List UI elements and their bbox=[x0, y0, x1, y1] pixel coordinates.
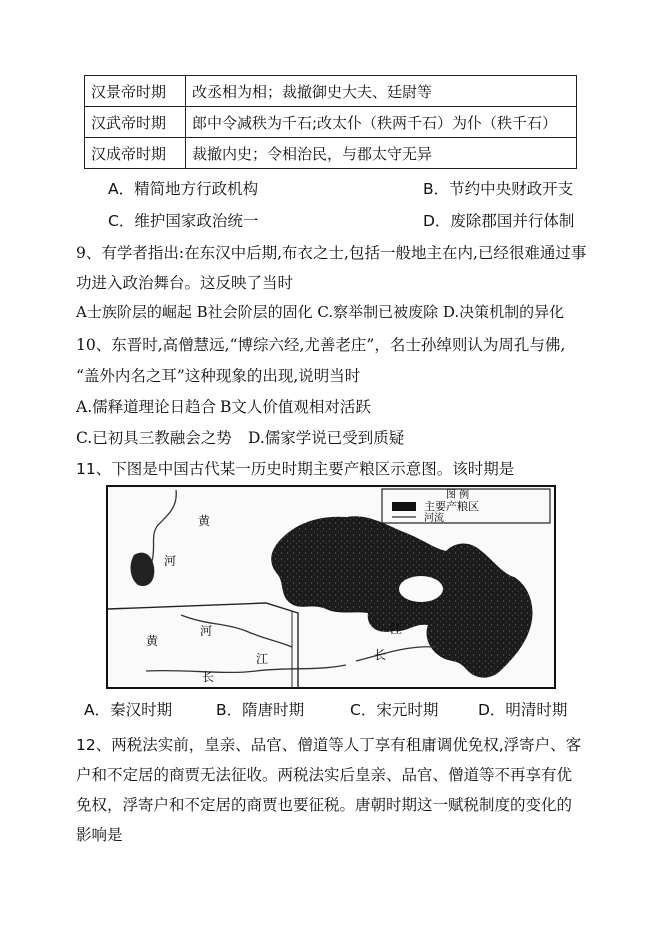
map-label-jiang-lower: 江 bbox=[256, 652, 269, 666]
q8-option-c[interactable]: C．维护国家政治统一 bbox=[108, 212, 259, 230]
reform-cell: 郎中令减秩为千石;改太仆（秩两千石）为仆（秩千石） bbox=[186, 107, 577, 138]
q12-stem-line4: 影响是 bbox=[76, 826, 123, 844]
q9-stem-line2: 功进入政治舞台。这反映了当时 bbox=[76, 274, 294, 292]
q10-option-a[interactable]: A.儒释道理论日趋合 bbox=[76, 398, 217, 416]
map-label-huang: 黄 bbox=[198, 514, 211, 528]
q10-option-b[interactable]: B文人价值观相对活跃 bbox=[220, 398, 371, 416]
map-svg bbox=[106, 485, 556, 689]
map-label-chang: 长 bbox=[374, 648, 387, 662]
q11-option-c[interactable]: C．宋元时期 bbox=[350, 701, 439, 719]
q12-stem-line3: 免权，浮寄户和不定居的商贾也要征税。唐朝时期这一赋税制度的变化的 bbox=[76, 796, 573, 814]
q11-option-a[interactable]: A．秦汉时期 bbox=[84, 701, 173, 719]
table-row bbox=[85, 76, 577, 107]
reform-cell: 裁撤内史；令相治民，与郡太守无异 bbox=[186, 138, 577, 169]
q10-stem-line1: 10、东晋时,高僧慧远,“博综六经,尤善老庄”，名士孙绰则认为周孔与佛, bbox=[76, 336, 566, 354]
q11-option-b[interactable]: B．隋唐时期 bbox=[216, 701, 305, 719]
legend-region-label: 主要产粮区 bbox=[424, 500, 479, 513]
map-label-jiang: 江 bbox=[390, 622, 403, 636]
q12-stem-line2: 户和不定居的商贾无法征收。两税法实后皇亲、品官、僧道等不再享有优 bbox=[76, 766, 573, 784]
grain-region-map bbox=[106, 485, 556, 689]
q8-option-b[interactable]: B．节约中央财政开支 bbox=[423, 180, 574, 198]
q12-stem-line1: 12、两税法实前，皇亲、品官、僧道等人丁享有租庸调优免权,浮寄户、客 bbox=[76, 736, 582, 754]
map-label-he: 河 bbox=[164, 554, 177, 568]
q11-option-d[interactable]: D．明清时期 bbox=[478, 701, 568, 719]
legend-title: 图 例 bbox=[446, 490, 470, 501]
q11-stem: 11、下图是中国古代某一历史时期主要产粮区示意图。该时期是 bbox=[76, 460, 515, 478]
q8-option-d[interactable]: D．废除郡国并行体制 bbox=[423, 212, 575, 230]
table-row bbox=[85, 138, 577, 169]
era-cell: 汉武帝时期 bbox=[85, 107, 186, 138]
q10-option-c[interactable]: C.已初具三教融会之势 bbox=[76, 429, 232, 447]
era-cell: 汉景帝时期 bbox=[85, 76, 186, 107]
map-label-he-lower: 河 bbox=[200, 624, 213, 638]
reform-cell: 改丞相为相；裁撤御史大夫、廷尉等 bbox=[186, 76, 577, 107]
q10-option-d[interactable]: D.儒家学说已受到质疑 bbox=[248, 429, 405, 447]
lake-shape bbox=[399, 576, 443, 602]
q8-option-a[interactable]: A．精简地方行政机构 bbox=[108, 180, 259, 198]
era-cell: 汉成帝时期 bbox=[85, 138, 186, 169]
legend-river-label: 河流 bbox=[424, 513, 444, 524]
legend-region-swatch bbox=[392, 502, 416, 511]
era-reform-table bbox=[84, 75, 577, 169]
q9-stem-line1: 9、有学者指出:在东汉中后期,布衣之士,包括一般地主在内,已经很难通过事 bbox=[76, 244, 587, 262]
q10-stem-line2: “盖外内名之耳”这种现象的出现,说明当时 bbox=[76, 367, 361, 385]
map-label-huang-lower: 黄 bbox=[146, 634, 159, 648]
table-row bbox=[85, 107, 577, 138]
map-label-chang-lower: 长 bbox=[202, 670, 215, 684]
q9-options[interactable]: A士族阶层的崛起 B社会阶层的固化 C.察举制已被废除 D.决策机制的异化 bbox=[76, 303, 565, 321]
